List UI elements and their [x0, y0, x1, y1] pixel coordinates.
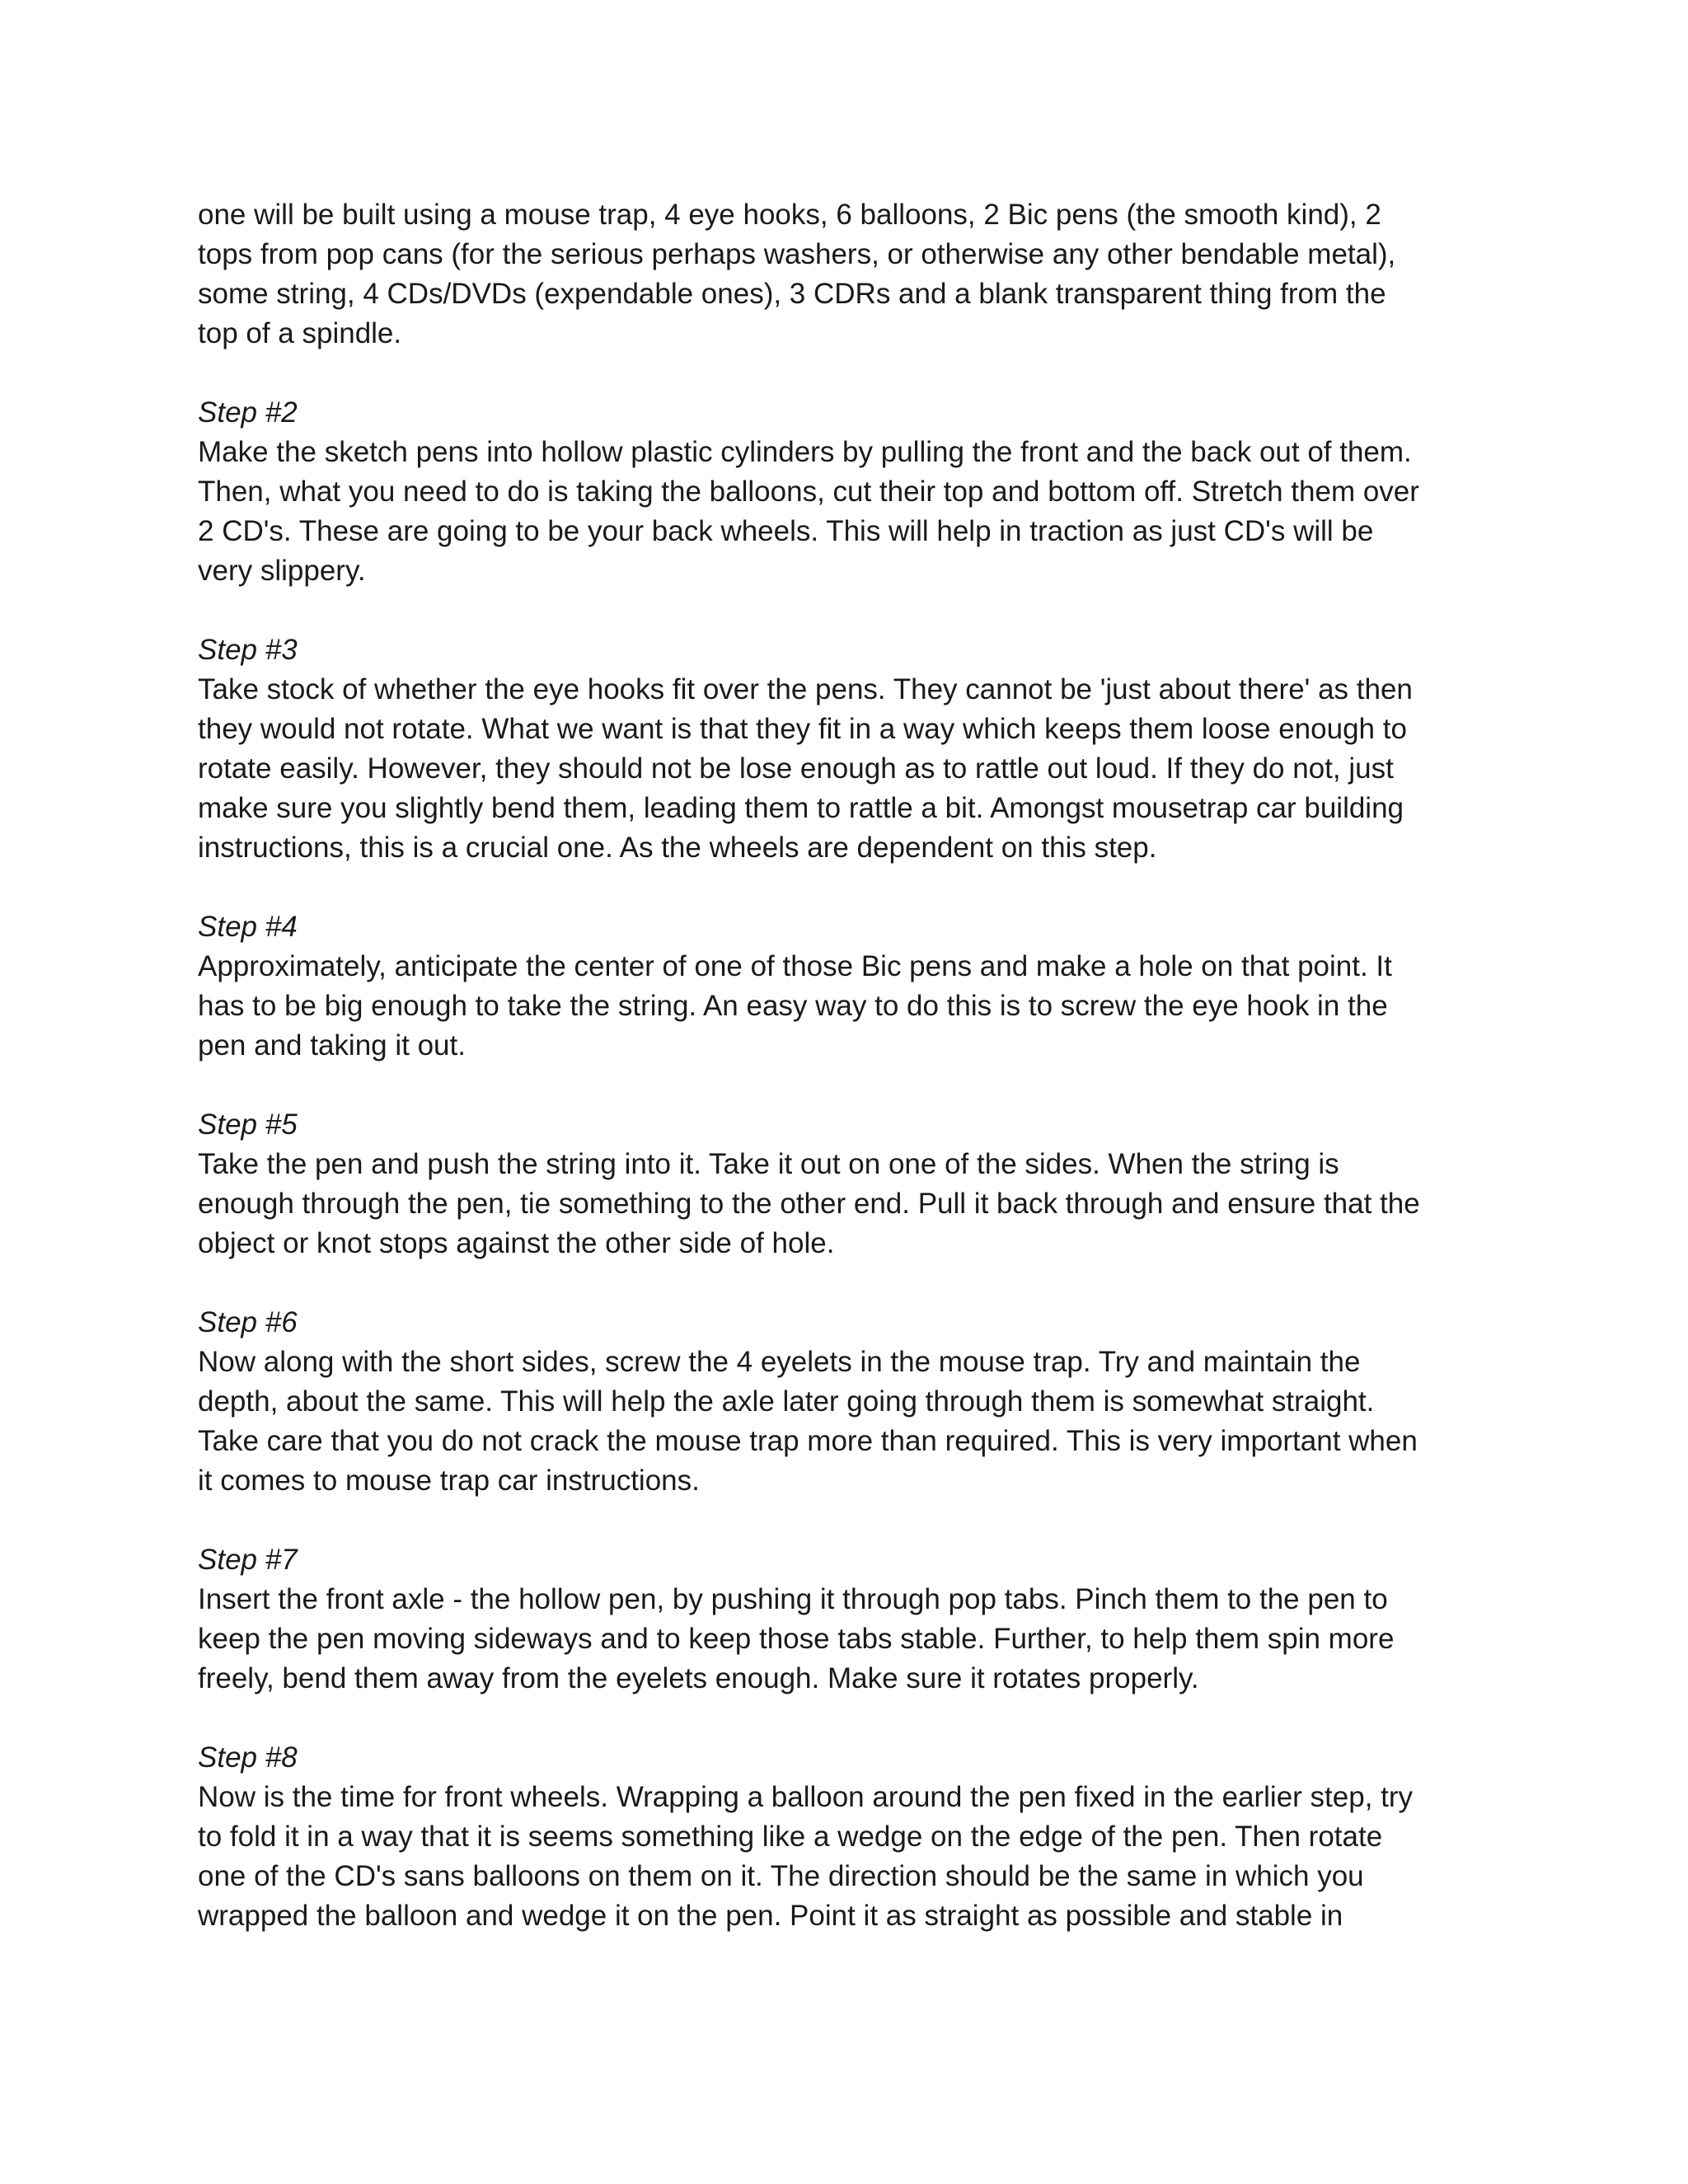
- step-body: Approximately, anticipate the center of one of those Bic pens and make a hole on that point. It has to be big enough to take the string. An easy way to do this is to screw the eye hook in the pen and taking it out.: [198, 950, 1392, 1062]
- step-6-section: [198, 1303, 1517, 1501]
- step-body: Insert the front axle - the hollow pen, by pushing it through pop tabs. Pinch them to the pen to keep the pen moving sideways and to keep those tabs stable. Further, to help them spin more freely, bend them away from the eyelets enough. Make sure it rotates properly.: [198, 1583, 1395, 1694]
- step-body: Take stock of whether the eye hooks fit over the pens. They cannot be 'just about there' as then they would not rotate. What we want is that they fit in a way which keeps them loose enough to rotate easily. However, they should not be lose enough as to rattle out loud. If they do not, just make sure you slightly bend them, leading them to rattle a bit. Amongst mousetrap car building instructions, this is a crucial one. As the wheels are dependent on this step.: [198, 673, 1413, 864]
- step-heading: Step #8: [198, 1741, 298, 1774]
- step-body: Now is the time for front wheels. Wrapping a balloon around the pen fixed in the earlier step, try to fold it in a way that it is seems something like a wedge on the edge of the pen. Then rotate one of the CD's sans balloons on them on it. The direction should be the same in which you wrapped the balloon and wedge it on the pen. Point it as straight as possible and stable in: [198, 1781, 1414, 1932]
- step-body: Take the pen and push the string into it. Take it out on one of the sides. When the string is enough through the pen, tie something to the other end. Pull it back through and ensure that the object or knot stops against the other side of hole.: [198, 1148, 1420, 1259]
- step-heading: Step #6: [198, 1306, 298, 1338]
- step-heading: Step #4: [198, 911, 298, 943]
- step-body: Now along with the short sides, screw the 4 eyelets in the mouse trap. Try and maintain the depth, about the same. This will help the axle later going through them is somewhat straight. Take care that you do not crack the mouse trap more than required. This is very important when it comes to mouse trap car instructions.: [198, 1346, 1418, 1497]
- step-body: Make the sketch pens into hollow plastic cylinders by pulling the front and the back out of them. Then, what you need to do is taking the balloons, cut their top and bottom off. Stretch them over 2 CD's. These are going to be your back wheels. This will help in traction as just CD's will be very slippery.: [198, 436, 1419, 587]
- step-4-section: [198, 907, 1517, 1066]
- intro-paragraph: one will be built using a mouse trap, 4 eye hooks, 6 balloons, 2 Bic pens (the smooth kind), 2 tops from pop cans (for the serious perhaps washers, or otherwise any other bendable metal), some string, 4 CDs/DVDs (expendable ones), 3 CDRs and a blank transparent thing from the top of a spindle.: [198, 199, 1396, 349]
- document-body: [198, 195, 1517, 1975]
- step-2-section: [198, 393, 1517, 591]
- step-3-section: [198, 630, 1517, 868]
- step-5-section: [198, 1105, 1517, 1263]
- step-7-section: [198, 1540, 1517, 1699]
- step-8-section: [198, 1738, 1517, 1936]
- step-heading: Step #3: [198, 634, 298, 666]
- step-heading: Step #7: [198, 1544, 298, 1576]
- step-heading: Step #2: [198, 396, 298, 429]
- step-heading: Step #5: [198, 1108, 298, 1141]
